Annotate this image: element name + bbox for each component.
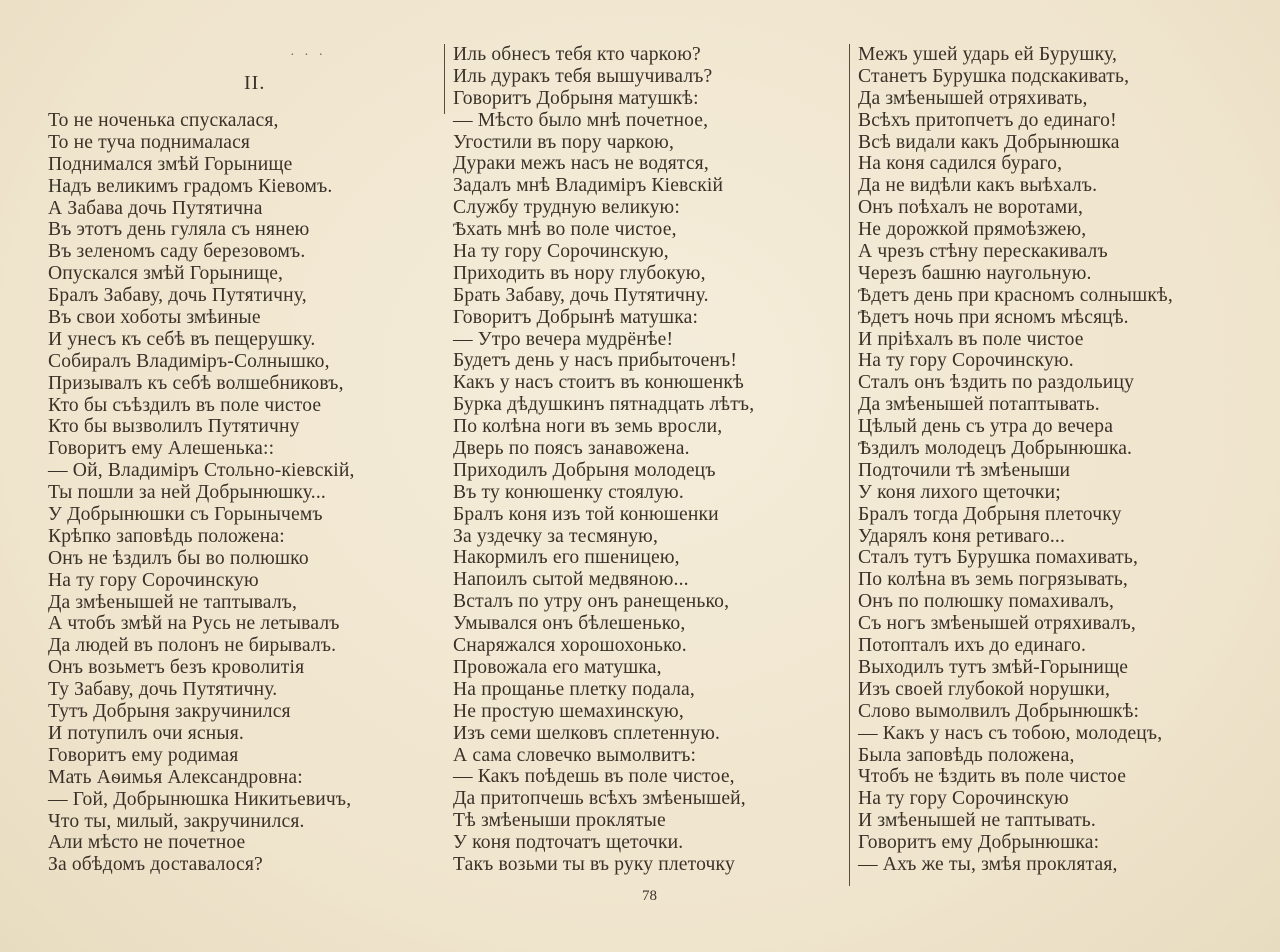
verse-line: Станетъ Бурушка подскакивать, xyxy=(858,65,1130,87)
verse-line: Въ зеленомъ саду березовомъ. xyxy=(48,241,306,263)
verse-line: На ту гору Сорочинскую xyxy=(48,569,259,591)
verse-line: Иль обнесъ тебя кто чаркою? xyxy=(453,44,701,65)
verse-line: Подточили тѣ змѣеныши xyxy=(858,459,1071,481)
verse-line: Слово вымолвилъ Добрынюшкѣ: xyxy=(858,700,1140,722)
verse-line: Да притопчешь всѣхъ змѣенышей, xyxy=(453,788,746,810)
column-rule-right xyxy=(849,44,850,886)
verse-line: — Утро вечера мудрёнѣе! xyxy=(453,328,674,350)
verse-line: Да не видѣли какъ выѣхалъ. xyxy=(858,175,1098,197)
verse-line: Что ты, милый, закручинился. xyxy=(48,810,305,832)
verse-line: Онъ поѣхалъ не воротами, xyxy=(858,197,1084,219)
verse-line: То не ноченька спускалася, xyxy=(48,110,279,131)
section-heading: II. xyxy=(244,72,266,94)
verse-line: Дураки межъ насъ не водятся, xyxy=(453,153,709,175)
verse-line: Всѣ видали какъ Добрынюшка xyxy=(858,131,1120,153)
verse-line: У коня лихого щеточки; xyxy=(858,481,1061,503)
verse-line: Приходить въ нору глубокую, xyxy=(453,262,706,284)
verse-line: Онъ возьметъ безъ кроволитія xyxy=(48,657,305,679)
verse-line: Крѣпко заповѣдь положена: xyxy=(48,525,285,547)
verse-line: Изъ своей глубокой норушки, xyxy=(858,678,1111,700)
verse-line: — Ахъ же ты, змѣя проклятая, xyxy=(858,853,1118,875)
verse-line: Ударялъ коня ретиваго... xyxy=(858,525,1065,547)
verse-line: Цѣлый день съ утра до вечера xyxy=(858,416,1114,438)
verse-line: Провожала его матушка, xyxy=(453,656,662,678)
verse-line: Надъ великимъ градомъ Кіевомъ. xyxy=(48,175,333,197)
verse-line: Ту Забаву, дочь Путятичну. xyxy=(48,679,278,701)
verse-line: У коня подточатъ щеточки. xyxy=(453,832,684,854)
verse-line: Говоритъ Добрыня матушкѣ: xyxy=(453,87,699,109)
verse-line: Всталъ по утру онъ ранещенько, xyxy=(453,591,730,613)
verse-line: Да змѣенышей не таптывалъ, xyxy=(48,591,298,613)
verse-line: — Какъ поѣдешь въ поле чистое, xyxy=(453,766,735,788)
verse-line: Въ ту конюшенку стоялую. xyxy=(453,481,684,503)
verse-line: А чрезъ стѣну перескакивалъ xyxy=(858,241,1108,263)
verse-line: Не дорожкой прямоѣзжею, xyxy=(858,219,1087,241)
verse-line: Снаряжался хорошохонько. xyxy=(453,635,687,657)
verse-line: А чтобъ змѣй на Русь не летывалъ xyxy=(48,613,340,635)
verse-line: Приходилъ Добрыня молодецъ xyxy=(453,459,716,481)
verse-line: Выходилъ тутъ змѣй-Горынище xyxy=(858,656,1129,678)
verse-line: А Забава дочь Путятична xyxy=(48,197,263,219)
verse-line: На ту гору Сорочинскую xyxy=(858,788,1069,810)
verse-line: Такъ возьми ты въ руку плеточку xyxy=(453,853,735,875)
text-column-3 xyxy=(858,44,1258,876)
verse-line: Всѣхъ притопчетъ до единаго! xyxy=(858,109,1117,131)
verse-line: Собиралъ Владиміръ-Солнышко, xyxy=(48,350,330,372)
verse-line: Изъ семи шелковъ сплетенную. xyxy=(453,722,721,744)
verse-line: Говоритъ ему родимая xyxy=(48,744,239,766)
verse-line: Призывалъ къ себѣ волшебниковъ, xyxy=(48,372,344,394)
verse-line: Ѣздилъ молодецъ Добрынюшка. xyxy=(858,438,1133,460)
verse-line: Ѣхать мнѣ во поле чистое, xyxy=(453,219,677,241)
verse-line: И пріѣхалъ въ поле чистое xyxy=(858,328,1084,350)
verse-line: А сама словечко вымолвитъ: xyxy=(453,744,697,766)
verse-line: Да змѣенышей отряхивать, xyxy=(858,87,1088,109)
verse-line: Въ этотъ день гуляла съ нянею xyxy=(48,219,310,241)
verse-line: Мать Аѳимья Александровна: xyxy=(48,766,303,788)
verse-line: Напоилъ сытой медвяною... xyxy=(453,569,689,591)
verse-line: Чтобъ не ѣздить въ поле чистое xyxy=(858,766,1127,788)
verse-line: Бралъ коня изъ той конюшенки xyxy=(453,503,719,525)
verse-line: Ѣдетъ ночь при ясномъ мѣсяцѣ. xyxy=(858,306,1129,328)
verse-line: Сталъ тутъ Бурушка помахивать, xyxy=(858,547,1139,569)
verse-line: Ѣдетъ день при красномъ солнышкѣ, xyxy=(858,284,1173,306)
text-column-2 xyxy=(453,44,833,876)
verse-line: То не туча поднималася xyxy=(48,131,251,153)
verse-line: Кто бы съѣздилъ въ поле чистое xyxy=(48,394,322,416)
verse-line: Тутъ Добрыня закручинился xyxy=(48,701,291,723)
verse-line: И змѣенышей не таптывать. xyxy=(858,810,1096,832)
verse-line: Черезъ башню наугольную. xyxy=(858,262,1092,284)
verse-line: Накормилъ его пшеницею, xyxy=(453,547,680,569)
verse-line: Поднимался змѣй Горынище xyxy=(48,153,293,175)
verse-line: Бралъ Забаву, дочь Путятичну, xyxy=(48,285,307,307)
verse-line: — Ой, Владиміръ Стольно-кіевскій, xyxy=(48,460,355,482)
decorative-mark: · · · xyxy=(290,48,326,63)
verse-line: Ты пошли за ней Добрынюшку... xyxy=(48,482,326,504)
verse-line: Задалъ мнѣ Владиміръ Кіевскій xyxy=(453,175,724,197)
verse-line: Бурка дѣдушкинъ пятнадцать лѣтъ, xyxy=(453,394,755,416)
verse-line: Потопталъ ихъ до единаго. xyxy=(858,635,1087,657)
verse-line: И потупилъ очи ясныя. xyxy=(48,722,244,744)
verse-line: — Какъ у насъ съ тобою, молодецъ, xyxy=(858,722,1163,744)
verse-line: Кто бы вызволилъ Путятичну xyxy=(48,416,300,438)
verse-line: Онъ по полюшку помахивалъ, xyxy=(858,591,1115,613)
verse-line: Съ ногъ змѣенышей отряхивалъ, xyxy=(858,613,1136,635)
verse-line: — Гой, Добрынюшка Никитьевичъ, xyxy=(48,788,352,810)
verse-line: Да людей въ полонъ не бирывалъ. xyxy=(48,635,337,657)
verse-line: Онъ не ѣздилъ бы во полюшко xyxy=(48,547,309,569)
verse-line: По колѣна въ земь погрязывать, xyxy=(858,569,1128,591)
verse-line: Умывался онъ бѣлешенько, xyxy=(453,613,686,635)
verse-line: По колѣна ноги въ земь вросли, xyxy=(453,416,723,438)
verse-line: Тѣ змѣеныши проклятые xyxy=(453,810,666,832)
verse-line: Дверь по поясъ занавожена. xyxy=(453,438,690,460)
verse-line: Али мѣсто не почетное xyxy=(48,832,246,854)
verse-line: На ту гору Сорочинскую, xyxy=(453,241,669,263)
verse-line: И унесъ къ себѣ въ пещерушку. xyxy=(48,328,316,350)
page-number: 78 xyxy=(642,888,657,904)
verse-line: Опускался змѣй Горынище, xyxy=(48,263,284,285)
verse-line: Не простую шемахинскую, xyxy=(453,700,684,722)
verse-line: Говоритъ ему Алешенька:: xyxy=(48,438,275,460)
verse-line: Межъ ушей ударь ей Бурушку, xyxy=(858,44,1118,65)
verse-line: За уздечку за тесмяную, xyxy=(453,525,659,547)
verse-line: Брать Забаву, дочь Путятичну. xyxy=(453,284,709,306)
verse-line: Иль дуракъ тебя вышучивалъ? xyxy=(453,65,713,87)
verse-line: Сталъ онъ ѣздить по раздольицу xyxy=(858,372,1135,394)
verse-line: Была заповѣдь положена, xyxy=(858,744,1075,766)
verse-line: Службу трудную великую: xyxy=(453,197,680,219)
verse-line: Да змѣенышей потаптывать. xyxy=(858,394,1100,416)
verse-line: На ту гору Сорочинскую. xyxy=(858,350,1074,372)
verse-line: За обѣдомъ доставалося? xyxy=(48,854,263,876)
verse-line: Говоритъ Добрынѣ матушка: xyxy=(453,306,699,328)
text-column-1 xyxy=(48,110,428,876)
verse-line: На коня садился бураго, xyxy=(858,153,1063,175)
verse-line: Какъ у насъ стоитъ въ конюшенкѣ xyxy=(453,372,744,394)
verse-line: Говоритъ ему Добрынюшка: xyxy=(858,832,1100,854)
verse-line: У Добрынюшки съ Горынычемъ xyxy=(48,504,323,526)
verse-line: Будетъ день у насъ прибыточенъ! xyxy=(453,350,738,372)
verse-line: — Мѣсто было мнѣ почетное, xyxy=(453,109,709,131)
verse-line: Бралъ тогда Добрыня плеточку xyxy=(858,503,1122,525)
column-rule-left xyxy=(444,44,445,114)
verse-line: Въ свои хоботы змѣиные xyxy=(48,307,261,329)
verse-line: На прощанье плетку подала, xyxy=(453,678,695,700)
verse-line: Угостили въ пору чаркою, xyxy=(453,131,675,153)
